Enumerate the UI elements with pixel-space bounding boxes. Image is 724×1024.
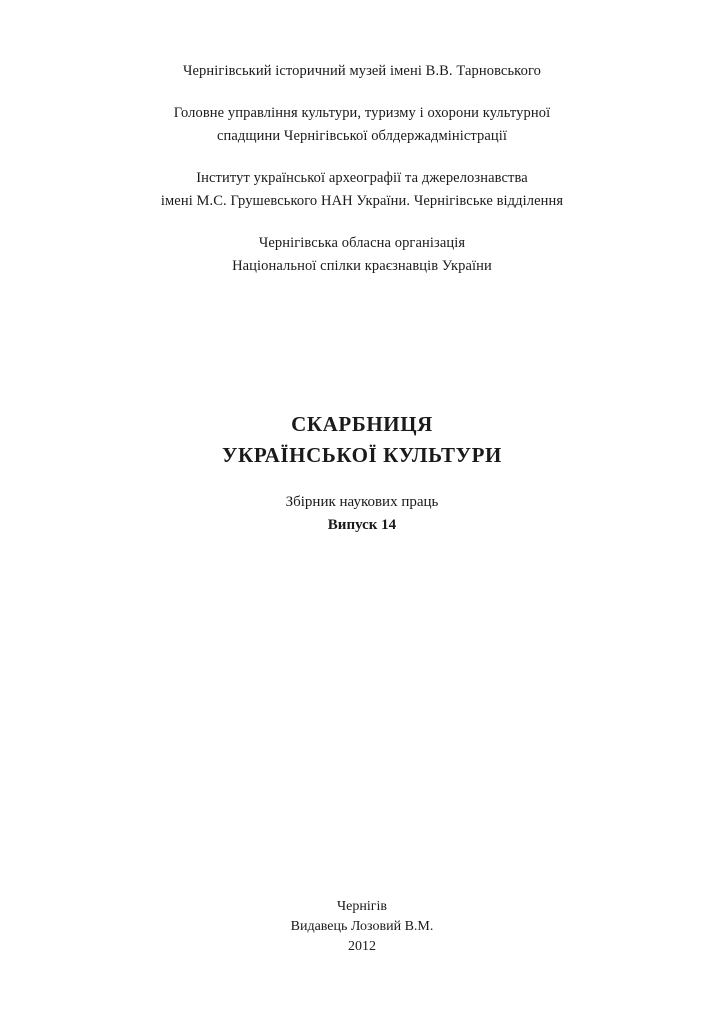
organizations-block (52, 0, 672, 278)
imprint-year: 2012 (348, 939, 376, 954)
organization-line: спадщини Чернігівської облдержадміністрації (216, 128, 508, 144)
organization-line: Інститут української археографії та джерелознавства (196, 170, 528, 186)
imprint-block (0, 897, 724, 957)
organization-line: Чернігівська обласна організація (258, 235, 466, 251)
title-block (0, 409, 724, 536)
imprint-publisher: Видавець Лозовий В.М. (290, 919, 434, 934)
page-title-line-2: УКРАЇНСЬКОЇ КУЛЬТУРИ (222, 443, 502, 467)
organization-line: Чернігівський історичний музей імені В.В. Тарновського (183, 63, 541, 79)
organization-group (52, 102, 672, 148)
imprint-city: Чернігів (337, 899, 387, 914)
organization-line: Головне управління культури, туризму і охорони культурної (173, 105, 551, 121)
organization-group (52, 167, 672, 213)
page-title-line-1: СКАРБНИЦЯ (291, 412, 433, 436)
organization-group (52, 60, 672, 83)
organization-line: імені М.С. Грушевського НАН України. Чернігівське відділення (160, 193, 564, 209)
issue-number: Випуск 14 (327, 517, 397, 533)
organization-line: Національної спілки краєзнавців України (232, 258, 492, 274)
organization-group (52, 232, 672, 278)
subtitle: Збірник наукових праць (285, 494, 439, 510)
